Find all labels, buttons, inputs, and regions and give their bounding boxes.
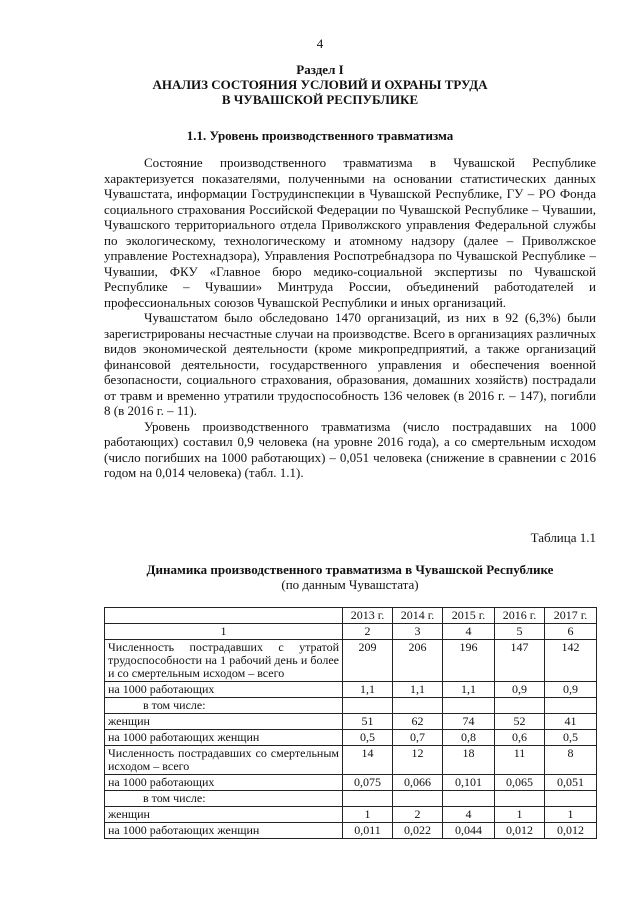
table-row [105, 698, 597, 714]
column-number: 2 [343, 624, 393, 640]
row-label: на 1000 работающих [105, 682, 343, 698]
row-value: 0,5 [545, 730, 597, 746]
table-row [105, 714, 597, 730]
table-body [105, 608, 597, 839]
row-value: 1 [343, 807, 393, 823]
table-row [105, 775, 597, 791]
row-value: 0,101 [443, 775, 495, 791]
row-label: в том числе: [105, 698, 343, 714]
row-value: 74 [443, 714, 495, 730]
row-value: 11 [495, 746, 545, 775]
row-value: 1,1 [443, 682, 495, 698]
row-value: 8 [545, 746, 597, 775]
row-value: 0,022 [393, 823, 443, 839]
row-label: Численность пострадавших с утратой трудоспособности на 1 рабочий день и более и со смертельным исходом – всего [105, 640, 343, 682]
table-label: Таблица 1.1 [530, 530, 596, 545]
column-number: 1 [105, 624, 343, 640]
table-row [105, 746, 597, 775]
row-value: 0,9 [495, 682, 545, 698]
year-header: 2014 г. [393, 608, 443, 624]
row-value [495, 791, 545, 807]
row-value: 0,9 [545, 682, 597, 698]
table-row [105, 823, 597, 839]
row-value: 1,1 [393, 682, 443, 698]
row-value: 62 [393, 714, 443, 730]
section-title-line2: В ЧУВАШСКОЙ РЕСПУБЛИКЕ [221, 92, 419, 107]
row-value: 4 [443, 807, 495, 823]
column-number: 3 [393, 624, 443, 640]
row-value [545, 791, 597, 807]
year-header: 2015 г. [443, 608, 495, 624]
row-value: 0,5 [343, 730, 393, 746]
table-row [105, 791, 597, 807]
row-label: на 1000 работающих [105, 775, 343, 791]
section-label: Раздел I [296, 62, 344, 77]
row-value: 2 [393, 807, 443, 823]
row-label: на 1000 работающих женщин [105, 730, 343, 746]
row-label: в том числе: [105, 791, 343, 807]
row-value: 0,012 [545, 823, 597, 839]
row-value [443, 698, 495, 714]
row-value: 18 [443, 746, 495, 775]
row-value: 0,051 [545, 775, 597, 791]
table-subtitle: (по данным Чувашстата) [281, 577, 419, 592]
row-label: на 1000 работающих женщин [105, 823, 343, 839]
row-value [343, 698, 393, 714]
row-value: 1 [545, 807, 597, 823]
row-value [343, 791, 393, 807]
row-value: 196 [443, 640, 495, 682]
body-text [104, 155, 596, 481]
row-value: 206 [393, 640, 443, 682]
row-value: 52 [495, 714, 545, 730]
row-value: 0,075 [343, 775, 393, 791]
row-value: 51 [343, 714, 393, 730]
injury-dynamics-table [104, 607, 597, 839]
paragraph: Чувашстатом было обследовано 1470 организаций, из них в 92 (6,3%) были зарегистрированы несчастные случаи на производстве. Всего в организациях различных видов экономической деятельности (кроме микропредприятий, а также организаций финансовой деятельности, государственного управления и обеспечения военной безопасности, социального страхования, образования, домашних хозяйств) пострадали от травм и временно утратили трудоспособность 136 человек (в 2016 г. – 147), погибли 8 (в 2016 г. – 11). [104, 310, 596, 418]
column-number-row [105, 624, 597, 640]
table-row [105, 730, 597, 746]
column-number: 5 [495, 624, 545, 640]
year-header: 2017 г. [545, 608, 597, 624]
table-row [105, 682, 597, 698]
row-value [443, 791, 495, 807]
row-value [393, 698, 443, 714]
table-title: Динамика производственного травматизма в Чувашской Республике [146, 562, 554, 577]
row-value [545, 698, 597, 714]
subsection-title: 1.1. Уровень производственного травматизма [186, 128, 454, 143]
row-value: 0,7 [393, 730, 443, 746]
paragraph: Состояние производственного травматизма в Чувашской Республике характеризуется показателями, полученными на основании статистических данных Чувашстата, информации Гострудинспекции в Чувашской Республике, ГУ – РО Фонда социального страхования Российской Федерации по Чувашской Республике – Чувашии, Чувашского территориального отдела Приволжского управления Федеральной службы по экологическому, технологическому и атомному надзору (далее – Приволжское управление Ростехнадзора), Управления Роспотребнадзора по Чувашской Республике – Чувашии, ФКУ «Главное бюро медико-социальной экспертизы по Чувашской Республике – Чувашии» Минтруда России, объединений работодателей и профессиональных союзов Чувашской Республики и иных организаций. [104, 155, 596, 310]
row-value: 0,011 [343, 823, 393, 839]
table-row [105, 640, 597, 682]
row-value [393, 791, 443, 807]
row-value: 142 [545, 640, 597, 682]
table-header-blank [105, 608, 343, 624]
table-header-row [105, 608, 597, 624]
row-value: 209 [343, 640, 393, 682]
row-value: 41 [545, 714, 597, 730]
year-header: 2016 г. [495, 608, 545, 624]
row-value: 14 [343, 746, 393, 775]
row-value: 12 [393, 746, 443, 775]
row-value: 0,012 [495, 823, 545, 839]
table-title-block [104, 562, 596, 592]
row-value: 0,065 [495, 775, 545, 791]
section-heading [0, 62, 640, 107]
column-number: 4 [443, 624, 495, 640]
column-number: 6 [545, 624, 597, 640]
row-value [495, 698, 545, 714]
row-value: 0,6 [495, 730, 545, 746]
section-title-line1: АНАЛИЗ СОСТОЯНИЯ УСЛОВИЙ И ОХРАНЫ ТРУДА [152, 77, 488, 92]
paragraph: Уровень производственного травматизма (число пострадавших на 1000 работающих) составил 0,9 человека (на уровне 2016 года), а со смертельным исходом (число погибших на 1000 работающих) – 0,051 человека (снижение в сравнении с 2016 годом на 0,014 человека) (табл. 1.1). [104, 418, 596, 480]
row-label: женщин [105, 807, 343, 823]
row-label: женщин [105, 714, 343, 730]
row-value: 0,066 [393, 775, 443, 791]
row-value: 1 [495, 807, 545, 823]
row-value: 147 [495, 640, 545, 682]
page-number: 4 [316, 36, 324, 51]
table-row [105, 807, 597, 823]
row-value: 1,1 [343, 682, 393, 698]
row-label: Численность пострадавших со смертельным исходом – всего [105, 746, 343, 775]
year-header: 2013 г. [343, 608, 393, 624]
row-value: 0,044 [443, 823, 495, 839]
row-value: 0,8 [443, 730, 495, 746]
